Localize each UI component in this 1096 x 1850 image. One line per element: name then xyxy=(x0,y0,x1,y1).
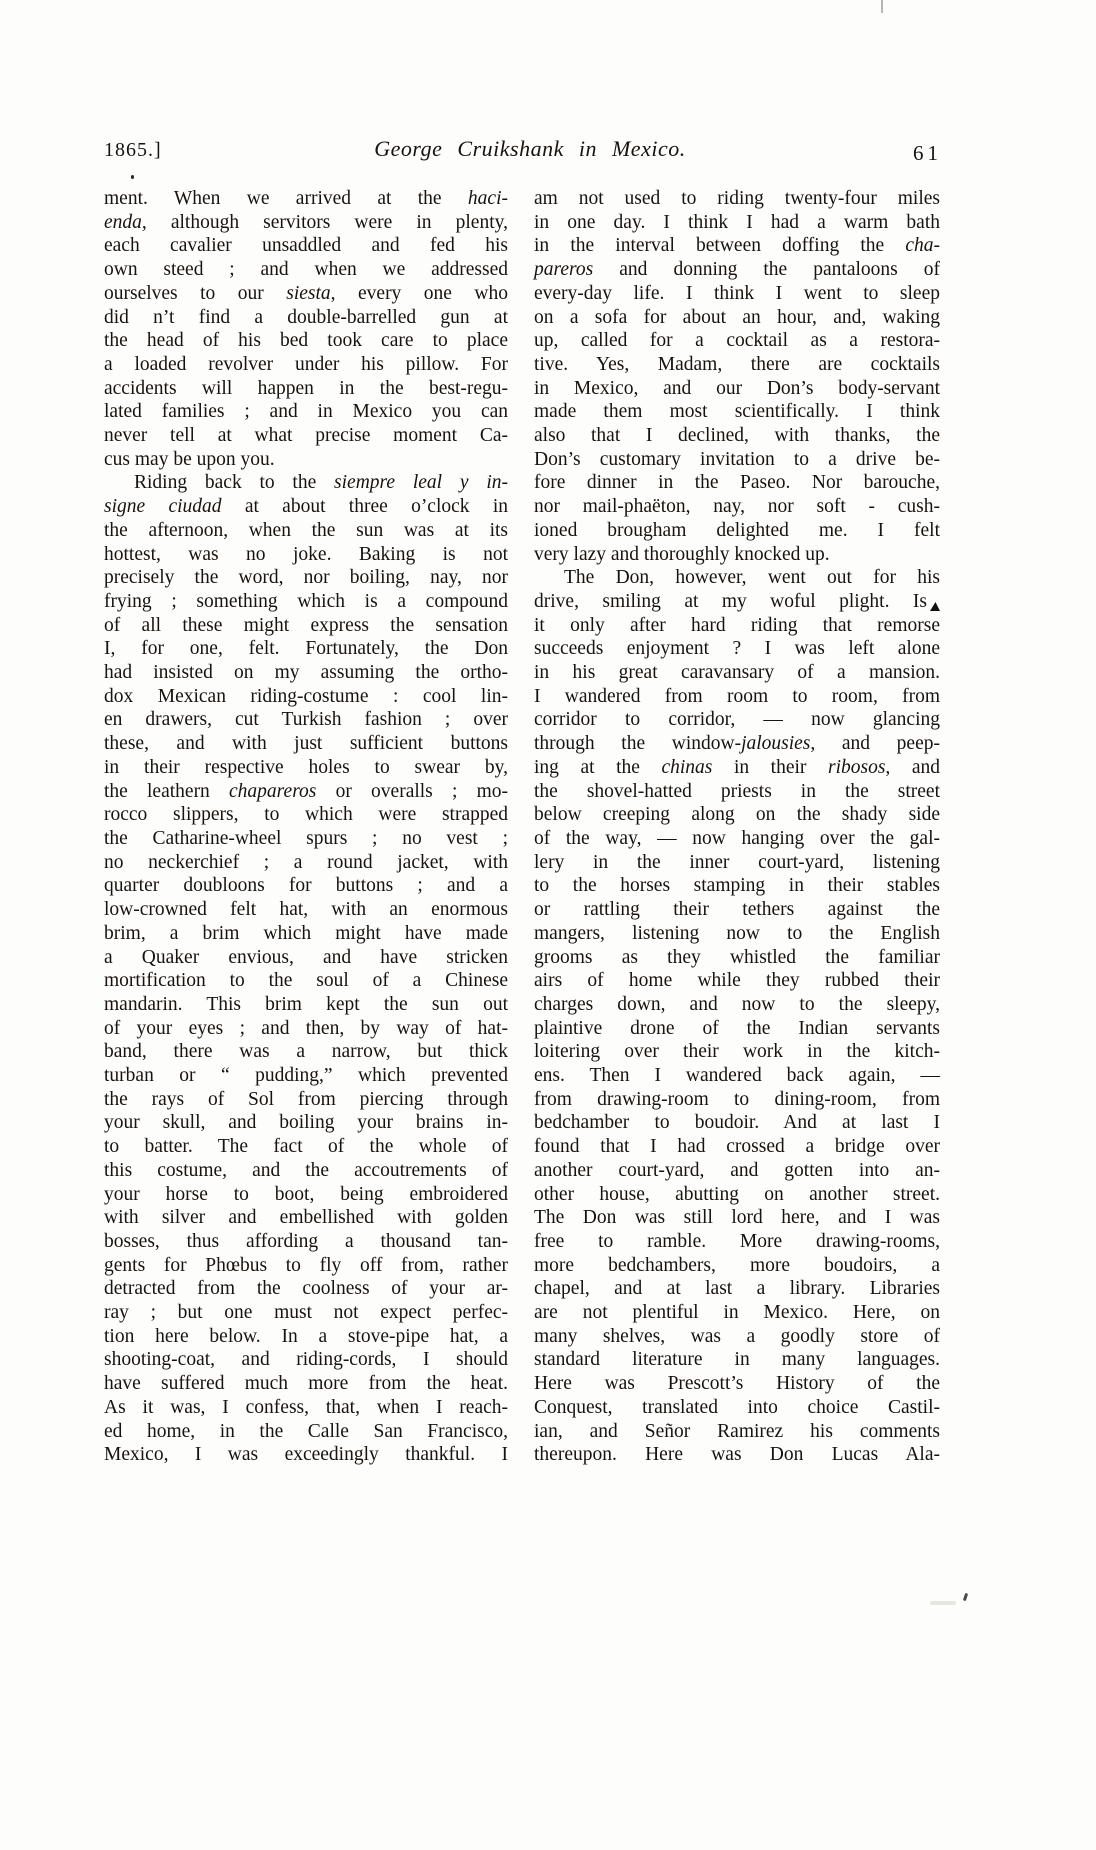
text-line: loitering over their work in the kitch- xyxy=(534,1041,940,1063)
text-line: ed home, in the Calle San Francisco, xyxy=(104,1420,508,1442)
text-line: or rattling their tethers against the xyxy=(534,899,940,921)
text-line: rocco slippers, to which were strapped xyxy=(104,804,508,826)
text-line: your skull, and boiling your brains in- xyxy=(104,1112,508,1134)
text-line: a loaded revolver under his pillow. For xyxy=(104,353,508,375)
text-line: ian, and Señor Ramirez his comments xyxy=(534,1420,940,1442)
text-line: no neckerchief ; a round jacket, with xyxy=(104,851,508,873)
text-line: to the horses stamping in their stables xyxy=(534,875,940,897)
text-line: frying ; something which is a compound xyxy=(104,590,508,612)
text-line: plaintive drone of the Indian servants xyxy=(534,1017,940,1039)
text-line: the shovel-hatted priests in the street xyxy=(534,780,940,802)
text-line: turban or “ pudding,” which prevented xyxy=(104,1065,508,1087)
text-line: accidents will happen in the best-regu- xyxy=(104,377,508,399)
scan-artifact-tick xyxy=(963,1593,968,1602)
text-line: The Don was still lord here, and I was xyxy=(534,1207,940,1229)
text-line: en drawers, cut Turkish fashion ; over xyxy=(104,709,508,731)
text-line: below creeping along on the shady side xyxy=(534,804,940,826)
text-line: hottest, was no joke. Baking is not xyxy=(104,543,508,565)
text-line: thereupon. Here was Don Lucas Ala- xyxy=(534,1444,940,1466)
text-line: of the way, — now hanging over the gal- xyxy=(534,827,940,849)
text-line: Conquest, translated into choice Castil- xyxy=(534,1396,940,1418)
text-line: very lazy and thoroughly knocked up. xyxy=(534,543,830,565)
text-line: ment. When we arrived at the haci- xyxy=(104,188,508,209)
text-line: brim, a brim which might have made xyxy=(104,922,508,944)
text-line: made them most scientifically. I think xyxy=(534,401,940,423)
text-line: in the interval between doffing the cha- xyxy=(534,235,940,257)
text-line: chapel, and at last a library. Libraries xyxy=(534,1278,940,1300)
text-line: cus may be upon you. xyxy=(104,448,275,470)
text-line: mortification to the soul of a Chinese xyxy=(104,970,508,992)
text-line: tive. Yes, Madam, there are cocktails xyxy=(534,353,940,375)
text-line: your horse to boot, being embroidered xyxy=(104,1183,508,1205)
text-line: The Don, however, went out for his xyxy=(564,567,940,589)
text-line: never tell at what precise moment Ca- xyxy=(104,425,508,447)
text-line: grooms as they whistled the familiar xyxy=(534,946,940,968)
text-line: Mexico, I was exceedingly thankful. I xyxy=(104,1444,508,1466)
header-year-label: 1865.] xyxy=(104,139,162,161)
text-line: are not plentiful in Mexico. Here, on xyxy=(534,1302,940,1324)
text-line: other house, abutting on another street. xyxy=(534,1183,940,1205)
scan-artifact-smudge xyxy=(930,1601,956,1605)
text-line: from drawing-room to dining-room, from xyxy=(534,1088,940,1110)
text-line: a Quaker envious, and have stricken xyxy=(104,946,508,968)
text-line: I wandered from room to room, from xyxy=(534,685,940,707)
text-line: in Mexico, and our Don’s body-servant xyxy=(534,377,940,399)
text-line: signe ciudad at about three o’clock in xyxy=(104,496,508,518)
text-column-right xyxy=(534,187,940,1467)
text-line: dox Mexican riding-costume : cool lin- xyxy=(104,685,508,707)
text-line: Here was Prescott’s History of the xyxy=(534,1373,940,1395)
text-line: airs of home while they rubbed their xyxy=(534,970,940,992)
text-line: it only after hard riding that remorse xyxy=(534,614,940,636)
text-line: the rays of Sol from piercing through xyxy=(104,1088,508,1110)
text-line: the head of his bed took care to place xyxy=(104,330,508,352)
scan-artifact-dot xyxy=(131,175,134,179)
text-line: Don’s customary invitation to a drive be- xyxy=(534,448,940,470)
text-line: this costume, and the accoutrements of xyxy=(104,1159,508,1181)
text-line: another court-yard, and gotten into an- xyxy=(534,1159,940,1181)
text-line: detracted from the coolness of your ar- xyxy=(104,1278,508,1300)
text-line: tion here below. In a stove-pipe hat, a xyxy=(104,1325,508,1347)
text-line: enda, although servitors were in plenty, xyxy=(104,211,508,233)
text-line: quarter doubloons for buttons ; and a xyxy=(104,875,508,897)
text-line: had insisted on my assuming the ortho- xyxy=(104,662,508,684)
text-line: shooting-coat, and riding-cords, I should xyxy=(104,1349,508,1371)
text-line: am not used to riding twenty-four miles xyxy=(534,188,940,209)
text-line: of your eyes ; and then, by way of hat- xyxy=(104,1017,508,1039)
text-line: each cavalier unsaddled and fed his xyxy=(104,235,508,257)
text-line: Riding back to the siempre leal y in- xyxy=(134,472,508,494)
text-line: have suffered much more from the heat. xyxy=(104,1373,508,1395)
text-line: ing at the chinas in their ribosos, and xyxy=(534,756,941,778)
text-line: own steed ; and when we addressed xyxy=(104,259,508,281)
text-line: more bedchambers, more boudoirs, a xyxy=(534,1254,940,1276)
text-line: the leathern chapareros or overalls ; mo- xyxy=(104,780,508,802)
text-line: these, and with just sufficient buttons xyxy=(104,733,508,755)
text-line: As it was, I confess, that, when I reach- xyxy=(104,1396,508,1418)
text-line: charges down, and now to the sleepy, xyxy=(534,993,940,1015)
text-line: bedchamber to boudoir. And at last I xyxy=(534,1112,940,1134)
text-line: in his great caravansary of a mansion. xyxy=(534,662,940,684)
ink-blot-artifact xyxy=(930,602,940,611)
text-line: up, called for a cocktail as a restora- xyxy=(534,330,940,352)
text-line: lery in the inner court-yard, listening xyxy=(534,851,940,873)
text-line: with silver and embellished with golden xyxy=(104,1207,508,1229)
text-line: found that I had crossed a bridge over xyxy=(534,1136,940,1158)
text-line: free to ramble. More drawing-rooms, xyxy=(534,1230,940,1252)
text-line: corridor to corridor, — now glancing xyxy=(534,709,940,731)
text-line: the afternoon, when the sun was at its xyxy=(104,519,508,541)
text-line: ray ; but one must not expect perfec- xyxy=(104,1302,508,1324)
text-line: did n’t find a double-barrelled gun at xyxy=(104,306,508,328)
header-page-number: 61 xyxy=(913,141,942,165)
header-running-title: George Cruikshank in Mexico. xyxy=(374,136,686,161)
text-line: low-crowned felt hat, with an enormous xyxy=(104,899,508,921)
text-line: the Catharine-wheel spurs ; no vest ; xyxy=(104,827,508,849)
text-line: bosses, thus affording a thousand tan- xyxy=(104,1230,508,1252)
text-line: on a sofa for about an hour, and, waking xyxy=(534,306,940,328)
text-line: nor mail-phaëton, nay, nor soft - cush- xyxy=(534,496,940,518)
text-line: also that I declined, with thanks, the xyxy=(534,425,940,447)
text-line: I, for one, felt. Fortunately, the Don xyxy=(104,638,508,660)
text-line: to batter. The fact of the whole of xyxy=(104,1136,508,1158)
text-line: in one day. I think I had a warm bath xyxy=(534,211,940,233)
text-line: pareros and donning the pantaloons of xyxy=(534,259,940,281)
text-line: in their respective holes to swear by, xyxy=(104,756,508,778)
text-line: many shelves, was a goodly store of xyxy=(534,1325,940,1347)
text-line: through the window-jalousies, and peep- xyxy=(534,733,940,755)
text-line: every-day life. I think I went to sleep xyxy=(534,282,940,304)
text-line: ens. Then I wandered back again, — xyxy=(534,1065,940,1087)
text-line: mandarin. This brim kept the sun out xyxy=(104,993,508,1015)
text-line: ourselves to our siesta, every one who xyxy=(104,282,508,304)
scan-artifact-hairline xyxy=(881,0,883,13)
text-line: gents for Phœbus to fly off from, rather xyxy=(104,1254,508,1276)
text-line: fore dinner in the Paseo. Nor barouche, xyxy=(534,472,940,494)
text-line: lated families ; and in Mexico you can xyxy=(104,401,508,423)
text-line: drive, smiling at my woful plight. Is xyxy=(534,590,940,614)
text-line: mangers, listening now to the English xyxy=(534,922,940,944)
text-line: succeeds enjoyment ? I was left alone xyxy=(534,638,940,660)
text-line: precisely the word, nor boiling, nay, nor xyxy=(104,567,508,589)
text-line: ioned brougham delighted me. I felt xyxy=(534,519,940,541)
text-line: standard literature in many languages. xyxy=(534,1349,940,1371)
text-line: band, there was a narrow, but thick xyxy=(104,1041,508,1063)
text-column-left xyxy=(104,187,508,1467)
text-line: of all these might express the sensation xyxy=(104,614,508,636)
